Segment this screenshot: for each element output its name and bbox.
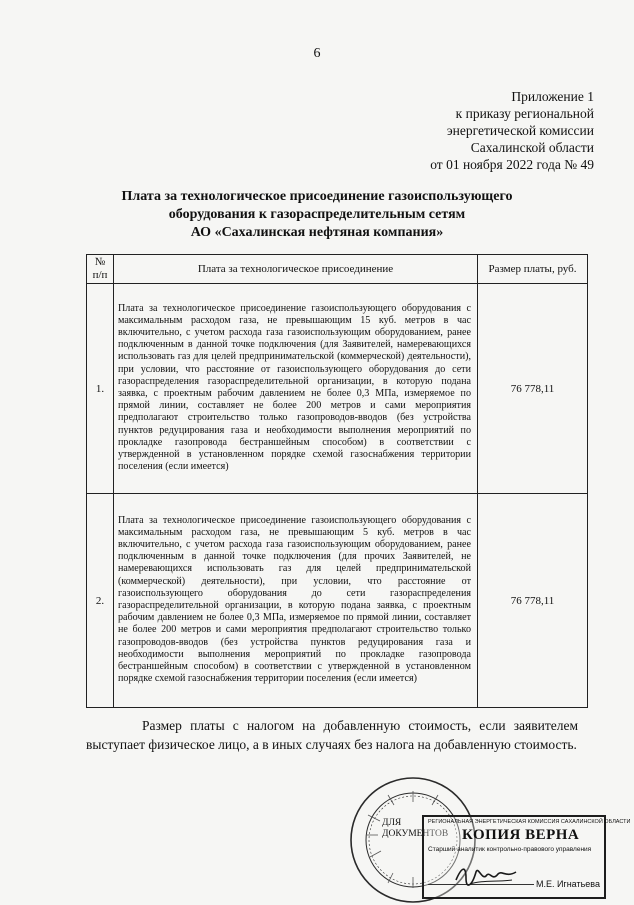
- signature-icon: [452, 860, 522, 890]
- appendix-line: к приказу региональной: [455, 106, 594, 121]
- title-line: Плата за технологическое присоединение газоиспользующего: [121, 189, 513, 204]
- row-number: 2.: [87, 494, 114, 708]
- column-header-number: № п/п: [87, 255, 114, 284]
- page-number: 6: [313, 46, 321, 61]
- table-row: [87, 494, 588, 708]
- row-description: Плата за технологическое присоединение газоиспользующего оборудования с максимальным расходом газа, не превышающим 15 куб. метров в час включительно, с учетом расхода газа газоиспользующим оборудованием, ранее подключенным в данной точке подключения (для Заявителей, намеревающихся использовать газ для целей предпринимательской (коммерческой) деятельности), при условии, что расстояние от газоиспользующего оборудования до сети газораспределения газораспределительной организации, в которую подана заявка, с проектным рабочим давлением не более 0,3 МПа, измеряемое по прямой линии, составляет не более 200 метров и сами мероприятия предполагают строительство только газопроводов-вводов (без устройства пунктов редуцирования газа и необходимости выполнения мероприятий по прокладке газопровода бестраншейным способом) в соответствии с утвержденной в установленном порядке схемой газоснабжения территории поселения (если имеется): [114, 284, 478, 494]
- fee-table: [86, 254, 588, 708]
- stamp-position: Старший аналитик контрольно-правового управления: [428, 846, 592, 853]
- row-description: Плата за технологическое присоединение газоиспользующего оборудования с максимальным расходом газа, не превышающим 5 куб. метров в час включительно, с учетом расхода газа газоиспользующим оборудованием, ранее подключенным в данной точке подключения (для прочих Заявителей, не намеревающихся использовать газ для целей предпринимательской (коммерческой) деятельности), при условии, что расстояние от газоиспользующего оборудования до сети газораспределения газораспределительной организации, в которую подана заявка, с проектным рабочим давлением не более 0,3 МПа, измеряемое по прямой линии, составляет не более 200 метров и сами мероприятия предполагают строительство только газопроводов-вводов (без устройства пунктов редуцирования газа и необходимости выполнения мероприятий по прокладке газопровода бестраншейным способом) в соответствии с утвержденной в установленном порядке схемой газоснабжения территории поселения (если имеется): [114, 494, 478, 708]
- column-header-amount: Размер платы, руб.: [478, 255, 588, 284]
- appendix-line: от 01 ноября 2022 года № 49: [430, 157, 594, 172]
- stamp-name: М.Е. Игнатьева: [535, 879, 600, 889]
- appendix-line: энергетической комиссии: [446, 123, 594, 138]
- row-amount: 76 778,11: [478, 494, 588, 708]
- stamp-title: КОПИЯ ВЕРНА: [462, 827, 580, 843]
- vat-footnote: Размер платы с налогом на добавленную стоимость, если заявителем выступает физическое лицо, а в иных случаях без налога на добавленную стоимость.: [86, 718, 578, 752]
- appendix-header: [430, 88, 594, 173]
- appendix-line: Сахалинской области: [470, 140, 594, 155]
- column-header-description: Плата за технологическое присоединение: [114, 255, 478, 284]
- stamp-organization: РЕГИОНАЛЬНАЯ ЭНЕРГЕТИЧЕСКАЯ КОМИССИЯ САХАЛИНСКОЙ ОБЛАСТИ: [428, 819, 631, 825]
- title-line: АО «Сахалинская нефтяная компания»: [190, 225, 444, 240]
- row-amount: 76 778,11: [478, 284, 588, 494]
- table-row: [87, 284, 588, 494]
- document-title: [60, 188, 574, 242]
- row-number: 1.: [87, 284, 114, 494]
- title-line: оборудования к газораспределительным сетям: [168, 207, 466, 222]
- appendix-line: Приложение 1: [511, 89, 594, 104]
- doc-stamp-line: ДЛЯ: [382, 818, 402, 828]
- doc-stamp-line: ДОКУМЕНТОВ: [382, 829, 449, 839]
- table-header-row: [87, 255, 588, 284]
